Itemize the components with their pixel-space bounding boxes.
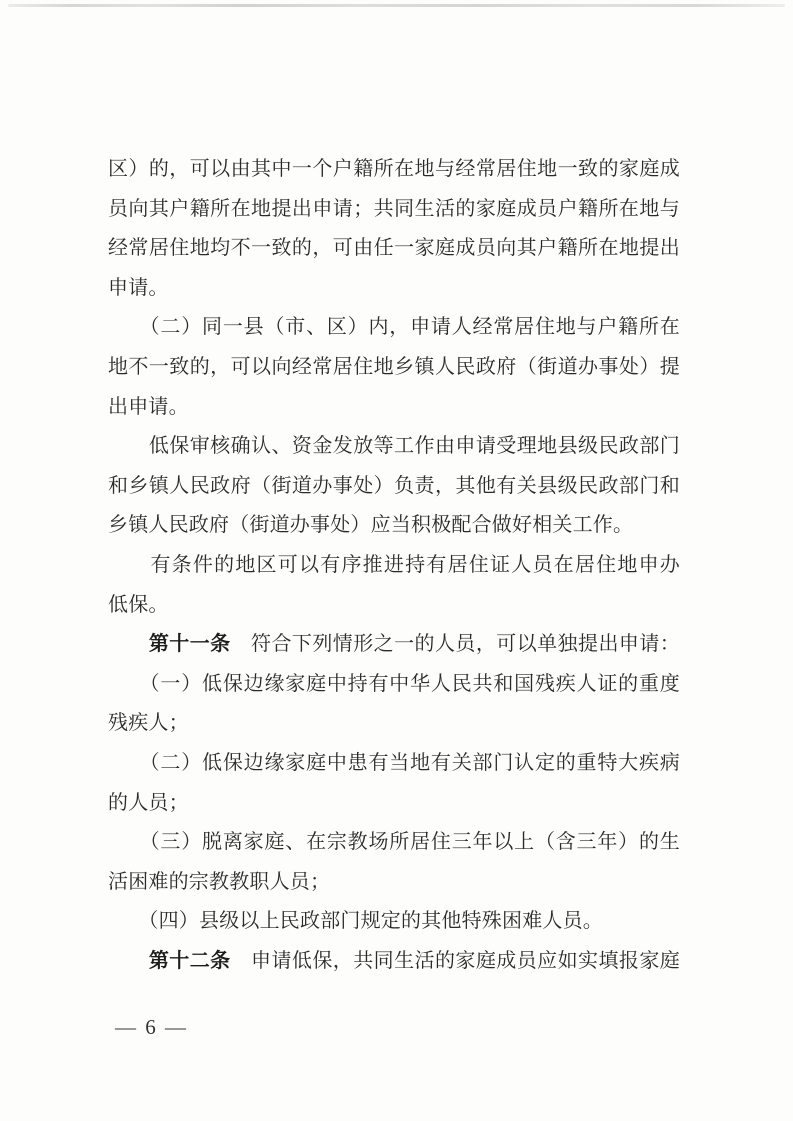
- text-run: 低保审核确认、资金发放等工作由申请受理地县级民政部门: [108, 435, 680, 458]
- text-line: [108, 546, 680, 586]
- text-line: [108, 348, 680, 388]
- text-run: [108, 950, 149, 972]
- text-run: 乡镇人民政府（街道办事处）应当积极配合做好相关工作。: [108, 514, 634, 537]
- text-line: [108, 427, 680, 467]
- text-line: [108, 704, 680, 744]
- text-line: [108, 150, 680, 190]
- text-run: 地不一致的，可以向经常居住地乡镇人民政府（街道办事处）提: [108, 355, 680, 378]
- text-run: 出申请。: [108, 395, 189, 418]
- page-number-footer: — 6 —: [115, 1015, 188, 1039]
- text-line: [108, 388, 680, 428]
- text-line: [108, 269, 680, 309]
- text-run: 活困难的宗教教职人员；: [108, 870, 331, 893]
- text-run: 员向其户籍所在地提出申请；共同生活的家庭成员户籍所在地与: [108, 197, 680, 220]
- text-run: 符合下列情形之一的人员，可以单独提出申请：: [230, 633, 680, 656]
- text-run: （三）脱离家庭、在宗教场所居住三年以上（含三年）的生: [108, 831, 680, 854]
- text-run: 区）的，可以由其中一个户籍所在地与经常居住地一致的家庭成: [108, 158, 680, 180]
- text-line: [108, 229, 680, 269]
- text-line: [108, 586, 680, 626]
- text-line: [108, 506, 680, 546]
- text-run: （二）低保边缘家庭中患有当地有关部门认定的重特大疾病: [108, 751, 680, 774]
- text-line: [108, 784, 680, 824]
- text-run: 低保。: [108, 593, 169, 616]
- text-run: （二）同一县（市、区）内，申请人经常居住地与户籍所在: [108, 316, 680, 339]
- text-run: 申请。: [108, 276, 169, 299]
- text-line: [108, 625, 680, 665]
- text-line: [108, 744, 680, 784]
- article-number: 第十一条: [148, 633, 231, 656]
- document-body: [108, 150, 680, 981]
- text-line: [108, 665, 680, 705]
- text-run: [108, 633, 149, 655]
- text-run: 和乡镇人民政府（街道办事处）负责，其他有关县级民政部门和: [108, 474, 680, 497]
- text-line: [108, 308, 680, 348]
- scan-artifact-line: [8, 4, 785, 7]
- text-line: [108, 902, 680, 942]
- text-line: [108, 190, 680, 230]
- text-run: 经常居住地均不一致的，可由任一家庭成员向其户籍所在地提出: [108, 237, 680, 260]
- article-number: 第十二条: [148, 949, 231, 972]
- text-line: [108, 863, 680, 903]
- text-run: （四）县级以上民政部门规定的其他特殊困难人员。: [108, 910, 603, 933]
- text-line: [108, 823, 680, 863]
- text-run: 有条件的地区可以有序推进持有居住证人员在居住地申办: [108, 553, 680, 576]
- text-run: 残疾人；: [108, 712, 189, 735]
- text-line: [108, 942, 680, 982]
- text-line: [108, 467, 680, 507]
- text-run: 的人员；: [108, 791, 189, 814]
- text-run: （一）低保边缘家庭中持有中华人民共和国残疾人证的重度: [108, 672, 680, 695]
- text-run: 申请低保，共同生活的家庭成员应如实填报家庭: [230, 949, 680, 972]
